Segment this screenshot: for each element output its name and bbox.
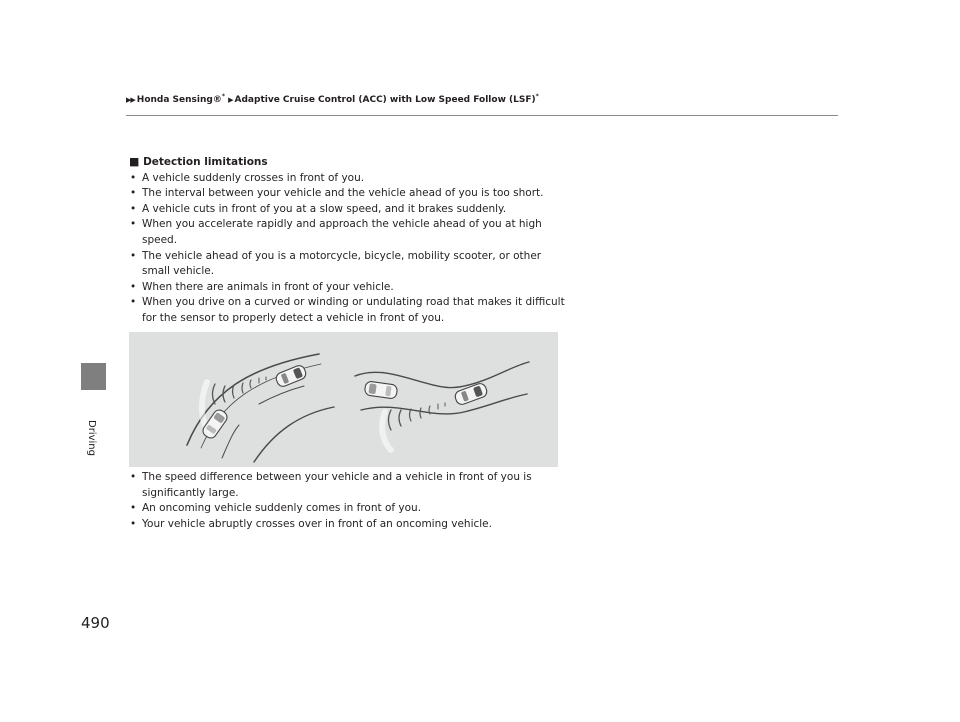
car-ahead-left: [274, 364, 307, 388]
square-bullet-icon: ■: [129, 155, 140, 168]
list-item: • The speed difference between your vehicle and a vehicle in front of you is significantly large.: [129, 470, 569, 501]
left-curve-scene: [187, 354, 334, 462]
breadcrumb-arrow-icon: ▶: [228, 96, 233, 104]
page-number: 490: [81, 614, 110, 632]
sensor-beam: [382, 412, 391, 450]
road-illustration-svg: [129, 332, 558, 467]
road-edge-inner: [254, 407, 334, 462]
list-item: • When you accelerate rapidly and approach the vehicle ahead of you at high speed.: [129, 217, 569, 248]
list-item: • The vehicle ahead of you is a motorcycle, bicycle, mobility scooter, or other small vehicle.: [129, 249, 569, 280]
list-item: • When there are animals in front of your vehicle.: [129, 280, 569, 296]
radar-wave: [389, 410, 392, 430]
radar-wave: [223, 386, 225, 402]
header-divider: [126, 115, 838, 116]
chapter-tab-marker: [81, 363, 106, 390]
own-car-right: [454, 382, 489, 406]
radar-wave: [420, 408, 421, 418]
list-item: • When you drive on a curved or winding or undulating road that makes it difficult for the sensor to properly detect a vehicle in front of you.: [129, 295, 569, 326]
oncoming-car-right: [364, 381, 398, 399]
breadcrumb-item-acc[interactable]: Adaptive Cruise Control (ACC) with Low Speed Follow (LSF): [234, 95, 536, 105]
breadcrumb-item-honda-sensing[interactable]: Honda Sensing®: [136, 95, 222, 105]
detection-limitations-section: [129, 154, 569, 327]
additional-limitations-section: [129, 470, 569, 532]
limitations-list: [129, 171, 569, 327]
curved-road-detection-illustration: [129, 332, 558, 467]
section-heading: [129, 154, 569, 171]
list-item: • A vehicle cuts in front of you at a slow speed, and it brakes suddenly.: [129, 202, 569, 218]
chapter-label: Driving: [86, 420, 97, 456]
optional-equipment-mark: *: [535, 93, 539, 100]
radar-wave: [410, 409, 412, 421]
optional-equipment-mark: *: [221, 93, 225, 100]
lane-marking: [222, 425, 239, 458]
list-item: • Your vehicle abruptly crosses over in front of an oncoming vehicle.: [129, 517, 569, 533]
radar-wave: [233, 385, 235, 398]
list-item: • A vehicle suddenly crosses in front of you.: [129, 171, 569, 187]
limitations-list-continued: [129, 470, 569, 532]
section-heading-text: Detection limitations: [143, 156, 268, 168]
breadcrumb: [126, 93, 539, 105]
radar-wave: [399, 410, 401, 426]
breadcrumb-arrow-icon: ▶▶: [126, 96, 135, 104]
radar-wave: [242, 383, 243, 393]
radar-wave: [250, 380, 251, 388]
lane-marking: [259, 386, 304, 404]
right-winding-scene: [355, 362, 529, 450]
list-item: • The interval between your vehicle and the vehicle ahead of you is too short.: [129, 186, 569, 202]
radar-wave: [429, 406, 430, 414]
list-item: • An oncoming vehicle suddenly comes in front of you.: [129, 501, 569, 517]
